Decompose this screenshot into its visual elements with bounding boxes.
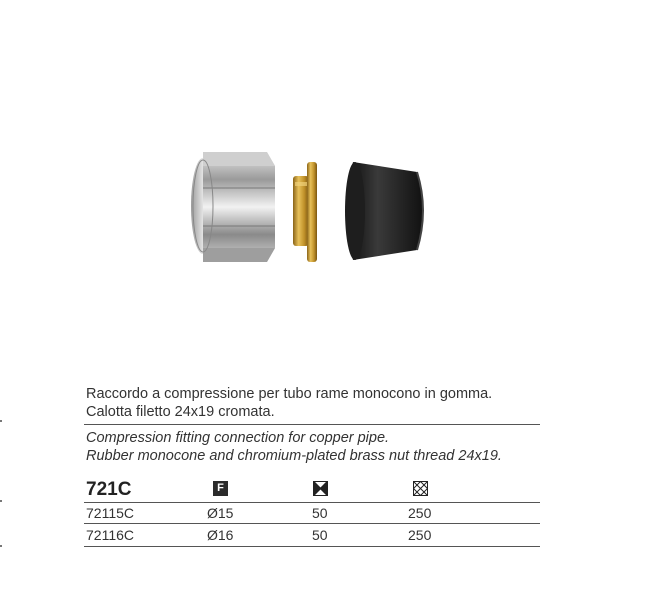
table-row-diameter: Ø15 <box>207 505 234 521</box>
table-row-code: 72116C <box>86 527 135 543</box>
table-row-code: 72115C <box>86 505 135 521</box>
table-bottom-divider <box>84 546 540 547</box>
description-italian <box>86 385 546 421</box>
f-size-icon: F <box>213 481 228 496</box>
compression-fitting-photo <box>185 140 445 280</box>
divider <box>84 424 540 425</box>
table-row-crate-qty: 250 <box>408 527 432 543</box>
description-it-line-2: Calotta filetto 24x19 cromata. <box>86 404 275 420</box>
table-header-divider <box>84 502 540 503</box>
table-row-divider <box>84 523 540 524</box>
table-row-box-qty: 50 <box>312 527 328 543</box>
table-row-crate-qty: 250 <box>408 505 432 521</box>
product-code-title: 721C <box>86 479 132 500</box>
edge-mark <box>0 420 2 422</box>
crate-quantity-icon <box>413 481 428 496</box>
box-quantity-icon <box>313 481 328 496</box>
rubber-cone <box>345 162 423 260</box>
brass-ring <box>293 162 317 262</box>
description-english <box>86 429 546 465</box>
description-en-line-2: Rubber monocone and chromium-plated brass nut thread 24x19. <box>86 448 502 464</box>
table-row-box-qty: 50 <box>312 505 328 521</box>
edge-mark <box>0 500 2 502</box>
description-en-line-1: Compression fitting connection for copper pipe. <box>86 430 390 446</box>
table-row-diameter: Ø16 <box>207 527 234 543</box>
edge-mark <box>0 545 2 547</box>
description-it-line-1: Raccordo a compressione per tubo rame monocono in gomma. <box>86 386 493 402</box>
chrome-nut <box>191 152 275 262</box>
